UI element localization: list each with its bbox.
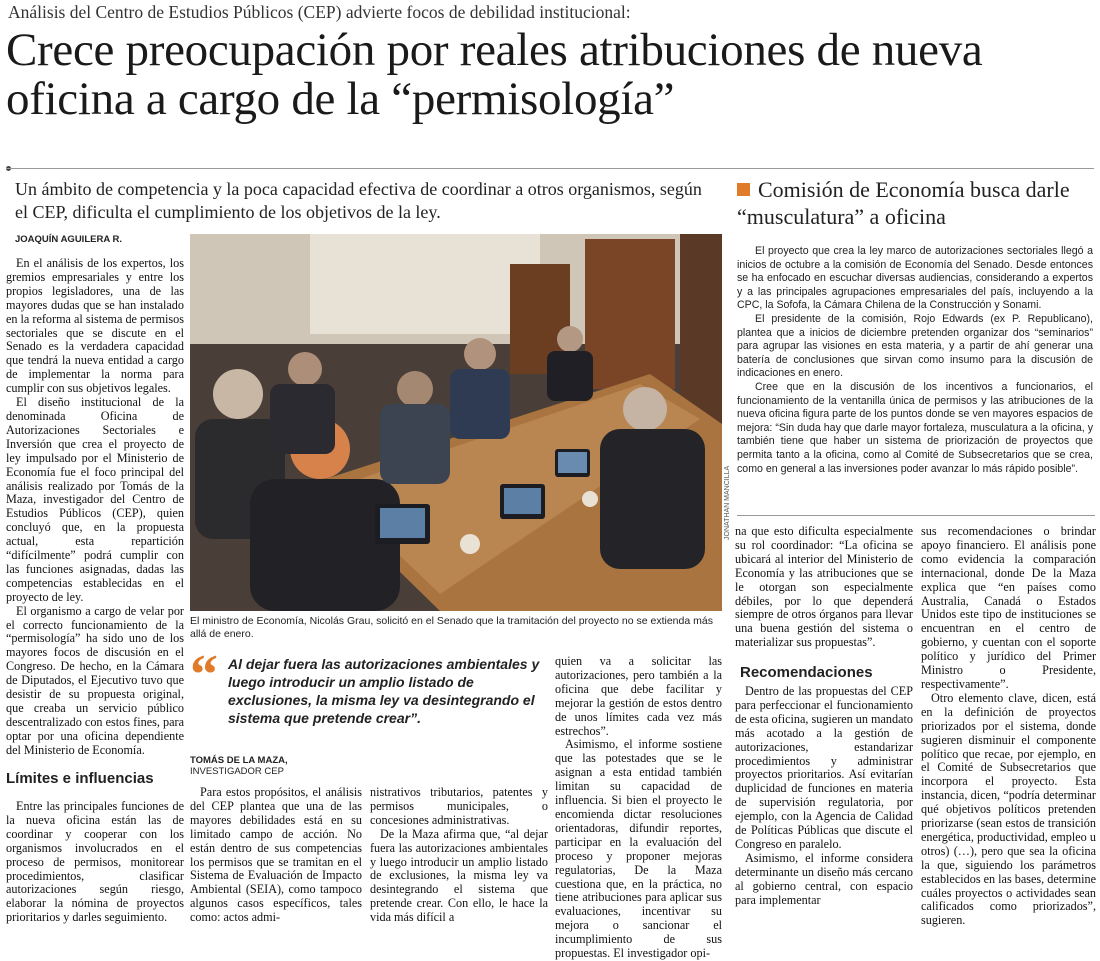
sidebar-paragraph: El presidente de la comisión, Rojo Edwards (ex P. Republicano), plantea que a inicios de diciembre pretenden organizar dos “seminarios” para agrupar las visiones en esta materia, y a partir de ahí generar una batería de conclusiones que sirvan como insumo para la discusión de indicaciones en enero. xyxy=(737,312,1093,380)
body-column-1 xyxy=(6,257,184,758)
sidebar-paragraph: Cree que en la discusión de los incentivos a funcionarios, el funcionamiento de la ventanilla única de permisos y las atribuciones de la nueva oficina figura parte de los puntos donde se ven mayores espacios de mejora: “Sin duda hay que darle mayor fortaleza, musculatura a la oficina, y también tiene que haber un sistema de priorización de proyectos que permita tanto a la oficina, como al Comité de Subsecretarios que se crea, como en general a las inversiones poder avanzar lo más rápido posible”. xyxy=(737,380,1093,475)
sidebar-headline-text: Comisión de Economía busca darle “musculatura” a oficina xyxy=(737,177,1070,229)
photo-caption: El ministro de Economía, Nicolás Grau, solicitó en el Senado que la tramitación del proyecto no se extienda más allá de enero. xyxy=(190,615,713,640)
paragraph: De la Maza afirma que, “al dejar fuera las autorizaciones ambientales y luego introducir un amplio listado de exclusiones, la misma ley va desintegrando el sistema que pretende crear. Con ello, le hace la vida más difícil a xyxy=(370,826,548,925)
paragraph: El organismo a cargo de velar por el correcto funcionamiento de la “permisología” ha sido uno de los mayores focos de discusión en el Congreso. De hecho, en la Cámara de Diputados, el Ejecutivo tuvo que desistir de su propuesta original, que creaba un servicio público descentralizado con estos fines, para optar por una oficina dependiente del Ministerio de Economía. xyxy=(6,603,184,757)
subtitle-limites: Límites e influencias xyxy=(6,770,154,787)
body-column-4 xyxy=(555,655,722,961)
pull-quote-text: Al dejar fuera las autorizaciones ambientales y luego introducir un amplio listado de exclusiones, la misma ley va desintegrando el sistema que pretende crear”. xyxy=(228,656,540,726)
paragraph: na que esto dificulta especialmente su rol coordinador: “La oficina se ubicará al interior del Ministerio de Economía y las atribuciones que se le otorgan son especialmente débiles, por lo que dependerá siempre de otros órganos para llevar una buena gestión del sistema o materializar sus propuestas”. xyxy=(735,524,913,650)
subtitle-recomendaciones: Recomendaciones xyxy=(740,664,873,681)
orange-square-icon xyxy=(737,183,750,196)
paragraph: sus recomendaciones o brindar apoyo financiero. El análisis pone como evidencia la comparación internacional, donde De la Maza explica que “en países como Australia, Canadá o Estados Unidos este tipo de instituciones se encuentran en el centro de gobierno, y cuentan con el soporte político y jurídico del Primer Ministro o Presidente, respectivamente”. xyxy=(921,524,1096,691)
paragraph: Asimismo, el informe sostiene que las potestades que se le asignan a esta entidad también limitan su capacidad de influencia. Si bien el proyecto le encomienda dictar resoluciones orientadoras, difundir reportes, participar en la evaluación del proceso y proponer mejoras regulatorias, De la Maza cuestiona que, en la práctica, no tiene atribuciones para aplicar sus evaluaciones, incentivar su mejora o sancionar el incumplimiento de sus propuestas. El investigador opi- xyxy=(555,737,722,961)
paragraph: Asimismo, el informe considera determinante un diseño más cercano al gobierno central, con espacio para implementar xyxy=(735,850,913,907)
body-column-3 xyxy=(370,786,548,925)
news-photo xyxy=(190,234,722,611)
sidebar-body xyxy=(737,245,1093,476)
article-subhead: Un ámbito de competencia y la poca capacidad efectiva de coordinar a otros organismos, según el CEP, dificulta el cumplimiento de los objetivos de la ley. xyxy=(15,179,702,222)
body-column-5 xyxy=(735,525,913,650)
body-column-2 xyxy=(190,786,362,925)
pull-quote-attribution xyxy=(190,755,288,777)
paragraph: nistrativos tributarios, patentes y permisos municipales, o concesiones administrativas. xyxy=(370,785,548,827)
paragraph: Otro elemento clave, dicen, está en la definición de proyectos priorizados por el sistema, donde sugieren disminuir el componente político que recae, por ejemplo, en el Comité de Subsecretarios que incorpora el proyecto. Esta instancia, dicen, “podría determinar qué objetivos políticos pretenden priorizarse (sean estos de transición energética, productividad, empleo u otros) (…), pero que sea la oficina la que, siguiendo los parámetros establecidos en las bases, determine cuáles proyectos o actividades sean calificados como priorizados”, sugieren. xyxy=(921,690,1096,928)
sidebar-paragraph: El proyecto que crea la ley marco de autorizaciones sectoriales llegó a inicios de octubre a la comisión de Economía del Senado. Desde entonces se ha enfocado en escuchar diversas audiencias, considerando a expertos y a las principales agrupaciones empresariales del país, incluyendo a la CPC, la Sofofa, la Cámara Chilena de la Construcción y Sonami. xyxy=(737,245,1093,312)
paragraph: Entre las principales funciones de la nueva oficina están las de coordinar y cooperar con los organismos involucrados en el proceso de permisos, monitorear procedimientos, clasificar autorizaciones según riesgo, elaborar la nómina de proyectos prioritarios y darles seguimiento. xyxy=(6,799,184,925)
article-kicker: Análisis del Centro de Estudios Públicos (CEP) advierte focos de debilidad institucional: xyxy=(8,2,631,22)
photo-illustration xyxy=(190,234,722,611)
article-headline: Crece preocupación por reales atribuciones de nueva oficina a cargo de la “permisología” xyxy=(6,24,983,125)
quote-mark-icon: “ xyxy=(190,644,218,706)
pull-quote-role: INVESTIGADOR CEP xyxy=(190,766,284,777)
body-column-1b xyxy=(6,800,184,925)
header-divider xyxy=(6,168,1094,169)
pull-quote xyxy=(190,644,540,727)
body-column-6 xyxy=(921,525,1096,928)
article-byline: JOAQUÍN AGUILERA R. xyxy=(15,234,122,245)
paragraph: Dentro de las propuestas del CEP para perfeccionar el funcionamiento de esta oficina, sugieren un mandato más acotado a la gestión de autorizaciones, estandarizar procedimientos y administrar proyectos prioritarios. Así evitarían duplicidad de funciones en materia de supervisión regulatoria, por ejemplo, con la Agencia de Calidad de Políticas Públicas que discute el Congreso en paralelo. xyxy=(735,684,914,851)
pull-quote-author: TOMÁS DE LA MAZA, xyxy=(190,755,288,766)
paragraph: En el análisis de los expertos, los gremios empresariales y entre los propios legisladores, una de las mayores dudas que se han instalado en la reforma al sistema de permisos sectoriales que se discute en el Senado es la verdadera capacidad que tendrá la nueva entidad a cargo de implementar la norma para cumplir con sus objetivos legales. xyxy=(6,256,185,396)
body-column-5b xyxy=(735,685,913,908)
paragraph: El diseño institucional de la denominada Oficina de Autorizaciones Sectoriales e Inversión que crea el proyecto de ley impulsado por el Ministerio de Economía fue el foco principal del análisis realizado por Tomás de la Maza, investigador del Centro de Estudios Públicos (CEP), quien concluyó que, en la propuesta actual, esta repartición “difícilmente” podrá cumplir con las funciones asignadas, dadas las competencias establecidas en el proyecto de ley. xyxy=(6,395,184,604)
sidebar-headline xyxy=(737,176,1093,230)
photo-credit: JONATHAN MANCILLA xyxy=(724,465,731,540)
paragraph: Para estos propósitos, el análisis del CEP plantea que una de las mayores debilidades está en su limitado campo de acción. No están dentro de sus competencias los permisos que se tramitan en el Sistema de Evaluación de Impacto Ambiental (SEIA), como tampoco algunos casos específicos, tales como: actos admi- xyxy=(190,785,362,925)
sidebar-divider xyxy=(737,515,1095,516)
paragraph: quien va a solicitar las autorizaciones, pero también a la oficina que debe facilitar y mejorar la gestión de estos dentro de unos límites cada vez más estrechos”. xyxy=(555,654,722,738)
